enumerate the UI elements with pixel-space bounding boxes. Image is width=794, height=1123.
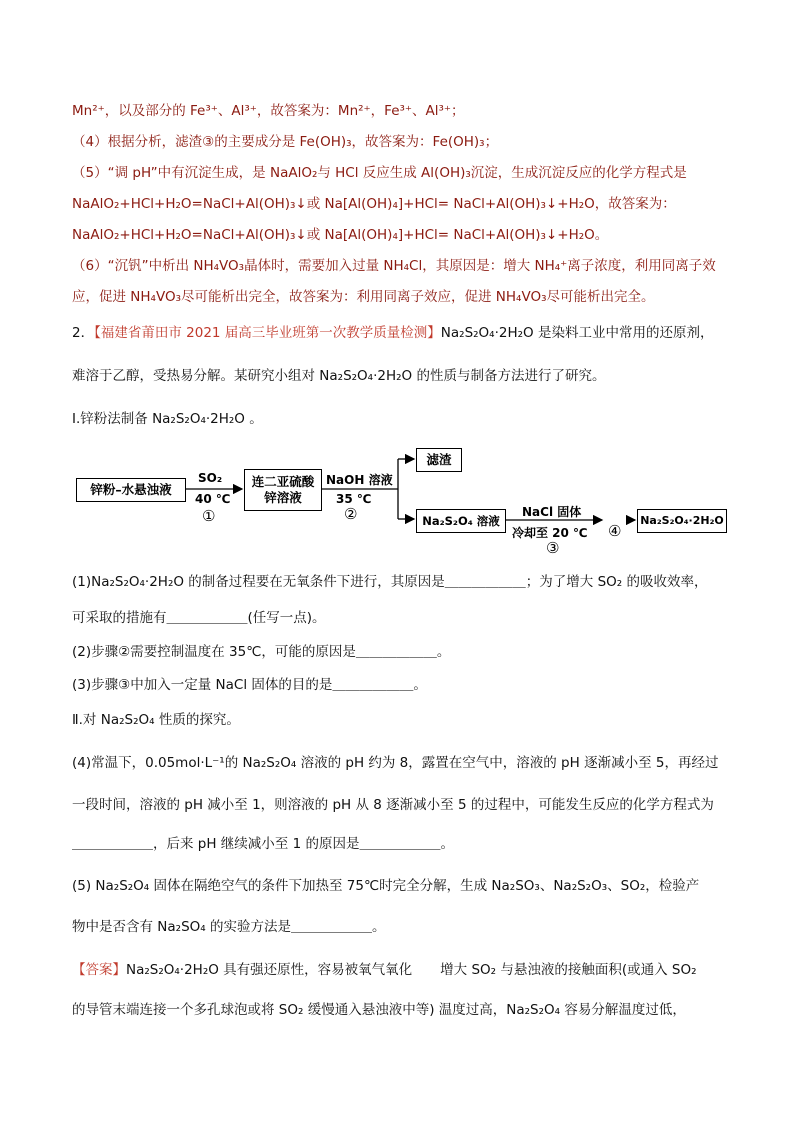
arrow3-condition: 冷却至 20 ℃: [512, 526, 588, 540]
question-source: 【福建省莆田市 2021 届高三毕业班第一次教学质量检测】: [94, 325, 441, 341]
question-intro-line2: 难溶于乙醇，受热易分解。某研究小组对 Na₂S₂O₄·2H₂O 的性质与制备方法进行了研究。: [72, 368, 606, 384]
question-intro-text: Na₂S₂O₄·2H₂O 是染料工业中常用的还原剂，: [440, 325, 714, 341]
answer-line-7: 应，促进 NH₄VO₃尽可能析出完全，故答案为：利用同离子效应，促进 NH₄VO₃尽可能析出完全。: [72, 289, 655, 305]
answer-part-a: Na₂S₂O₄·2H₂O 具有强还原性，容易被氧气氧化: [126, 962, 413, 978]
flow-box-residue: 滤渣: [416, 448, 462, 472]
section-heading-2: Ⅱ.对 Na₂S₂O₄ 性质的探究。: [72, 712, 240, 728]
arrow4-step: ④: [608, 522, 622, 540]
arrow2-reagent: NaOH 溶液: [326, 473, 393, 487]
answer-line-1: Mn²⁺，以及部分的 Fe³⁺、Al³⁺，故答案为：Mn²⁺，Fe³⁺、Al³⁺；: [72, 103, 465, 119]
arrow3-step: ③: [546, 539, 560, 557]
q5-line1: (5) Na₂S₂O₄ 固体在隔绝空气的条件下加热至 75℃时完全分解，生成 Na₂SO₃、Na₂S₂O₃、SO₂，检验产: [72, 878, 700, 894]
flow-box-zinc-dithionite: [244, 469, 322, 511]
q5-line2: 物中是否含有 Na₂SO₄ 的实验方法是＿＿＿＿＿＿。: [72, 919, 386, 935]
answer-line-6: （6）“沉钒”中析出 NH₄VO₃晶体时，需要加入过量 NH₄Cl，其原因是：增大 NH₄⁺离子浓度，利用同离子效: [72, 258, 716, 274]
q4-line2: 一段时间，溶液的 pH 减小至 1，则溶液的 pH 从 8 逐渐减小至 5 的过程中，可能发生反应的化学方程式为: [72, 797, 714, 813]
answer-line-5: NaAlO₂+HCl+H₂O=NaCl+Al(OH)₃↓或 Na[Al(OH)₄]+HCl= NaCl+Al(OH)₃↓+H₂O。: [72, 227, 609, 243]
answer-block-line2: 的导管末端连接一个多孔球泡或将 SO₂ 缓慢通入悬浊液中等) 温度过高，Na₂S₂O₄ 容易分解温度过低，: [72, 1002, 686, 1018]
q1-line1: (1)Na₂S₂O₄·2H₂O 的制备过程要在无氧条件下进行，其原因是＿＿＿＿＿＿；为了增大 SO₂ 的吸收效率，: [72, 574, 708, 590]
flow-box2-line1: 连二亚硫酸: [251, 474, 315, 489]
arrow1-reagent: SO₂: [198, 471, 223, 485]
arrow1-temperature: 40 ℃: [195, 492, 231, 506]
q4-line1: (4)常温下，0.05mol·L⁻¹的 Na₂S₂O₄ 溶液的 pH 约为 8，露置在空气中，溶液的 pH 逐渐减小至 5，再经过: [72, 755, 719, 771]
flow-box-zinc-suspension: 锌粉–水悬浊液: [76, 478, 186, 502]
arrow1-step: ①: [202, 507, 216, 525]
arrow2-temperature: 35 ℃: [336, 492, 372, 506]
flow-box2-line2: 锌溶液: [264, 490, 302, 505]
answer-line-3: （5）“调 pH”中有沉淀生成，是 NaAlO₂与 HCl 反应生成 Al(OH)₃沉淀，生成沉淀反应的化学方程式是: [72, 165, 687, 181]
answer-block-line1: [72, 960, 732, 980]
answer-part-b: 增大 SO₂ 与悬浊液的接触面积(或通入 SO₂: [440, 962, 697, 978]
answer-line-4: NaAlO₂+HCl+H₂O=NaCl+Al(OH)₃↓或 Na[Al(OH)₄]+HCl= NaCl+Al(OH)₃↓+H₂O，故答案为：: [72, 196, 676, 212]
answer-tag: 【答案】: [72, 962, 126, 978]
answer-line-2: （4）根据分析，滤渣③的主要成分是 Fe(OH)₃，故答案为：Fe(OH)₃；: [72, 134, 499, 150]
arrow3-reagent: NaCl 固体: [522, 505, 582, 519]
section-heading-1: Ⅰ.锌粉法制备 Na₂S₂O₄·2H₂O 。: [72, 411, 263, 427]
q3: (3)步骤③中加入一定量 NaCl 固体的目的是＿＿＿＿＿＿。: [72, 677, 427, 693]
flow-box-sodium-solution: Na₂S₂O₄ 溶液: [416, 509, 506, 533]
arrow2-step: ②: [344, 505, 358, 523]
question-number: 2．: [72, 325, 95, 341]
q4-line3: ＿＿＿＿＿＿，后来 pH 继续减小至 1 的原因是＿＿＿＿＿＿。: [72, 836, 454, 852]
q1-line2: 可采取的措施有＿＿＿＿＿＿(任写一点)。: [72, 610, 326, 626]
q2: (2)步骤②需要控制温度在 35℃，可能的原因是＿＿＿＿＿＿。: [72, 644, 451, 660]
flow-box-product: Na₂S₂O₄·2H₂O: [637, 509, 727, 533]
